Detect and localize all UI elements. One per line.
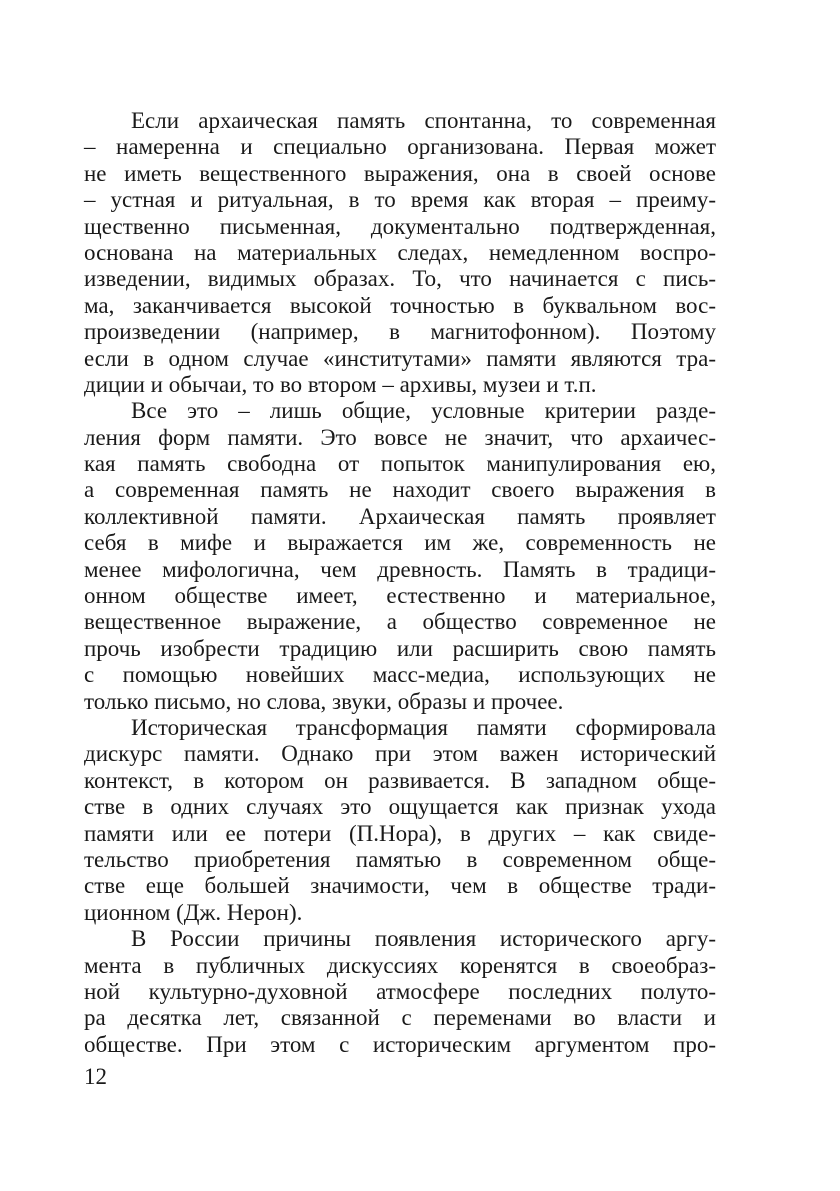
text-line: менее мифологична, чем древность. Память в традици- <box>84 556 716 582</box>
text-line: изведении, видимых образах. То, что начинается с пись- <box>84 266 716 292</box>
text-line: Историческая трансформация памяти сформировала <box>131 714 716 740</box>
text-line: не иметь вещественного выражения, она в своей основе <box>84 160 716 186</box>
paragraph <box>84 715 716 926</box>
text-line: кая память свободна от попыток манипулирования ею, <box>84 451 716 477</box>
text-line: произведении (например, в магнитофонном). Поэтому <box>84 319 716 345</box>
text-line: с помощью новейших масс-медиа, использующих не <box>84 662 716 688</box>
text-line: коллективной памяти. Архаическая память проявляет <box>84 503 716 529</box>
text-line: памяти или ее потери (П.Нора), в других – как свиде- <box>84 820 716 846</box>
text-line: онном обществе имеет, естественно и материальное, <box>84 583 716 609</box>
text-line: ра десятка лет, связанной с переменами во власти и <box>84 1005 716 1031</box>
text-line: контекст, в котором он развивается. В западном обще- <box>84 767 716 793</box>
text-line: ной культурно-духовной атмосфере последних полуто- <box>84 978 716 1004</box>
text-line: только письмо, но слова, звуки, образы и прочее. <box>84 688 564 714</box>
text-line: если в одном случае «институтами» памяти являются тра- <box>84 345 716 371</box>
text-line: ления форм памяти. Это вовсе не значит, что архаичес- <box>84 424 716 450</box>
text-line: прочь изобрести традицию или расширить свою память <box>84 635 716 661</box>
text-line: обществе. При этом с историческим аргументом про- <box>84 1031 716 1057</box>
text-line: Все это – лишь общие, условные критерии разде- <box>131 398 716 424</box>
paragraph <box>84 108 716 398</box>
text-line: основана на материальных следах, немедленном воспро- <box>84 239 716 265</box>
text-line: ма, заканчивается высокой точностью в буквальном вос- <box>84 292 716 318</box>
text-line: тельство приобретения памятью в современном обще- <box>84 846 716 872</box>
text-line: В России причины появления исторического аргу- <box>131 926 716 952</box>
text-line: Если архаическая память спонтанна, то современная <box>131 108 716 133</box>
text-line: мента в публичных дискуссиях коренятся в своеобраз- <box>84 952 716 978</box>
text-line: стве в одних случаях это ощущается как признак ухода <box>84 794 716 820</box>
text-line: – намеренна и специально организована. Первая может <box>84 134 716 160</box>
paragraph <box>84 398 716 715</box>
paragraph <box>84 926 716 1058</box>
text-line: – устная и ритуальная, в то время как вторая – преиму- <box>84 187 716 213</box>
text-line: а современная память не находит своего выражения в <box>84 477 716 503</box>
text-line: себя в мифе и выражается им же, современность не <box>84 530 716 556</box>
text-line: стве еще большей значимости, чем в обществе тради- <box>84 873 716 899</box>
text-line: ционном (Дж. Нерон). <box>84 899 303 925</box>
text-line: диции и обычаи, то во втором – архивы, музеи и т.п. <box>84 371 597 397</box>
text-line: дискурс памяти. Однако при этом важен исторический <box>84 741 716 767</box>
text-line: вещественное выражение, а общество современное не <box>84 609 716 635</box>
page-body <box>84 108 716 1058</box>
text-line: щественно письменная, документально подтвержденная, <box>84 213 716 239</box>
page-number: 12 <box>84 1064 107 1089</box>
